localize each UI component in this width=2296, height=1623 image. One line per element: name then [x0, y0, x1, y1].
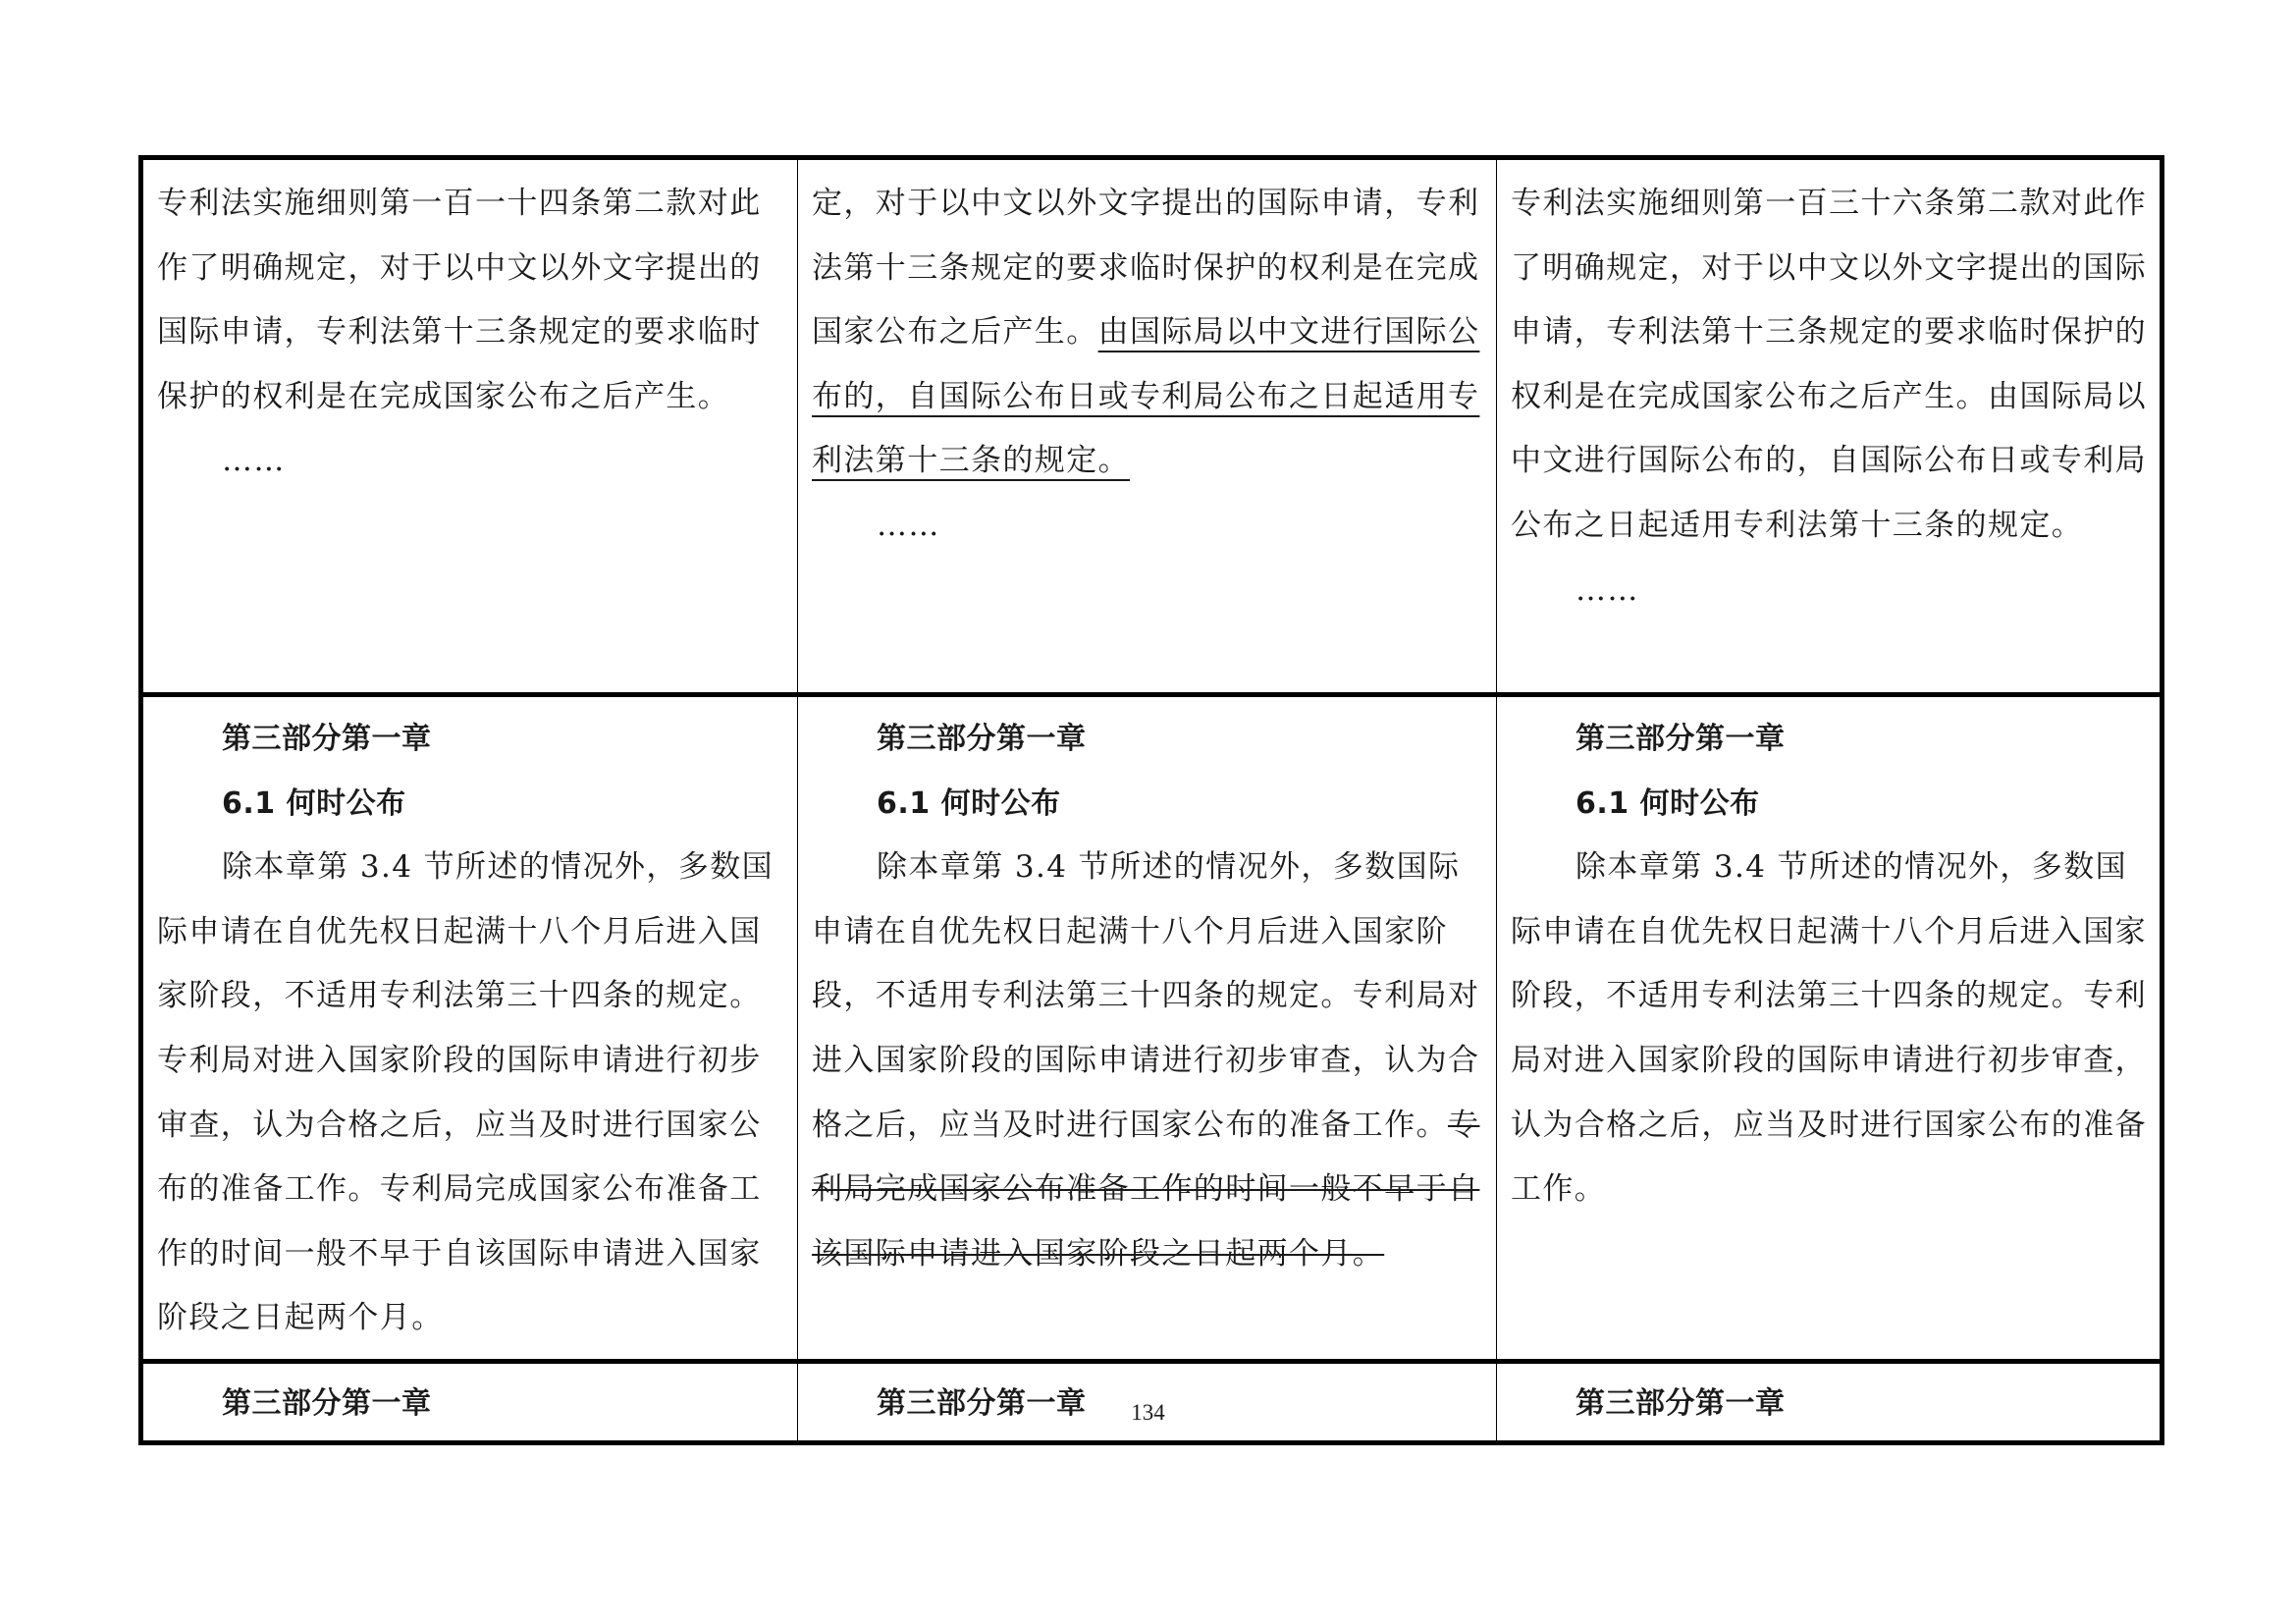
unchanged-text: 定，对于以中文以外文字提出的国际申请，专利法第十三条规定的要求临时保护的权利是在完成国家公布之后产生。 [812, 186, 1480, 351]
cell-paragraph: 除本章第 3.4 节所述的情况外，多数国际申请在自优先权日起满十八个月后进入国家阶段，不适用专利法第三十四条的规定。专利局对进入国家阶段的国际申请进行初步审查，认为合格之后，应当及时进行国家公布的准备工作。 [1511, 849, 2147, 1208]
table-cell-amended [1497, 158, 2163, 695]
section-heading: 6.1 何时公布 [877, 785, 1061, 821]
ellipsis: …… [877, 507, 940, 543]
table-cell-original [141, 158, 798, 695]
table-cell-revision [798, 695, 1497, 1362]
chapter-heading: 第三部分第一章 [222, 722, 432, 756]
section-heading: 6.1 何时公布 [222, 785, 406, 821]
inserted-text: 由国际局以中文进行国际公布的，自国际公布日或专利局公布之日起适用专利法第十三条的规定。 [812, 314, 1480, 479]
cell-paragraph [812, 172, 1483, 494]
cell-paragraph: 专利法实施细则第一百一十四条第二款对此作了明确规定，对于以中文以外文字提出的国际申请，专利法第十三条规定的要求临时保护的权利是在完成国家公布之后产生。 [157, 186, 762, 414]
table-row [141, 158, 2163, 695]
comparison-table [138, 155, 2164, 1445]
cell-paragraph: 专利法实施细则第一百三十六条第二款对此作了明确规定，对于以中文以外文字提出的国际申请，专利法第十三条规定的要求临时保护的权利是在完成国家公布之后产生。由国际局以中文进行国际公布的，自国际公布日或专利局公布之日起适用专利法第十三条的规定。 [1511, 186, 2147, 543]
chapter-heading: 第三部分第一章 [877, 722, 1087, 756]
ellipsis: …… [222, 443, 286, 479]
ellipsis: …… [1575, 571, 1639, 608]
chapter-heading: 第三部分第一章 [222, 1385, 432, 1421]
chapter-heading: 第三部分第一章 [1575, 1385, 1786, 1421]
unchanged-text: 除本章第 3.4 节所述的情况外，多数国际申请在自优先权日起满十八个月后进入国家阶段，不适用专利法第三十四条的规定。专利局对进入国家阶段的国际申请进行初步审查，认为合格之后，应当及时进行国家公布的准备工作。 [812, 849, 1480, 1143]
deleted-text: 专利局完成国家公布准备工作的时间一般不早于自该国际申请进入国家阶段之日起两个月。 [812, 1107, 1480, 1271]
table-cell-original [141, 695, 798, 1362]
chapter-heading: 第三部分第一章 [877, 1385, 1087, 1421]
table-cell-amended [1497, 695, 2163, 1362]
cell-paragraph [812, 836, 1483, 1286]
cell-paragraph: 除本章第 3.4 节所述的情况外，多数国际申请在自优先权日起满十八个月后进入国家阶段，不适用专利法第三十四条的规定。专利局对进入国家阶段的国际申请进行初步审查，认为合格之后，应当及时进行国家公布的准备工作。专利局完成国家公布准备工作的时间一般不早于自该国际申请进入国家阶段之日起两个月。 [157, 849, 774, 1336]
section-heading: 6.1 何时公布 [1575, 785, 1760, 821]
chapter-heading: 第三部分第一章 [1575, 722, 1786, 756]
table-row [141, 695, 2163, 1362]
page-number: 134 [1131, 1400, 1165, 1425]
table-cell-revision [798, 158, 1497, 695]
